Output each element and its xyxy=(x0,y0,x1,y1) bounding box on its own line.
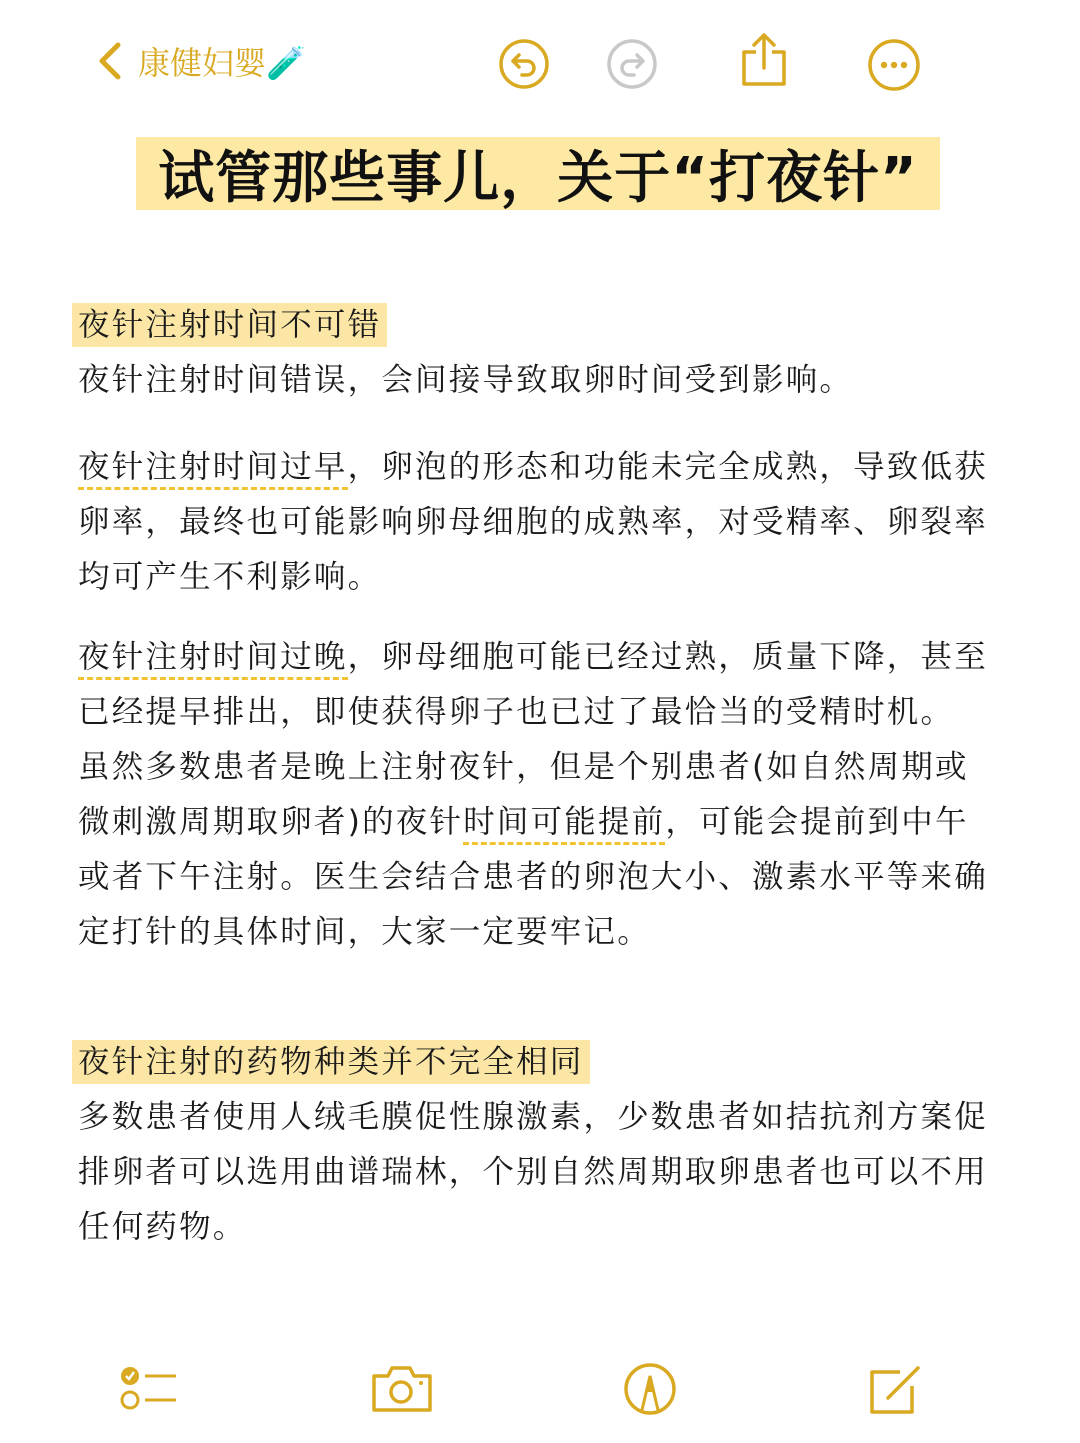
compose-button[interactable] xyxy=(868,1364,924,1420)
redo-icon xyxy=(606,38,658,90)
paragraph-line xyxy=(78,635,988,679)
top-toolbar xyxy=(0,30,1080,96)
section-heading: 夜针注射时间不可错 xyxy=(72,303,387,347)
underlined-phrase: 时间可能提前 xyxy=(463,804,665,845)
compose-icon xyxy=(868,1364,924,1416)
section-heading: 夜针注射的药物种类并不完全相同 xyxy=(72,1040,590,1084)
text: ，卵泡的形态和功能未完全成熟，导致低获 xyxy=(347,449,988,485)
markup-button[interactable] xyxy=(623,1362,677,1420)
back-label: 康健妇婴🧪 xyxy=(138,44,306,82)
camera-button[interactable] xyxy=(370,1362,434,1418)
redo-button[interactable] xyxy=(606,38,658,94)
underlined-phrase: 夜针注射时间过早 xyxy=(78,449,348,490)
undo-button[interactable] xyxy=(498,38,550,94)
bottom-toolbar xyxy=(0,1362,1080,1418)
chevron-left-icon xyxy=(96,41,124,81)
paragraph-line xyxy=(78,445,988,489)
paragraph-line: 排卵者可以选用曲谱瑞林，个别自然周期取卵患者也可以不用 xyxy=(78,1154,988,1190)
back-button[interactable] xyxy=(96,38,306,84)
checklist-icon xyxy=(118,1362,180,1414)
camera-icon xyxy=(370,1362,434,1414)
paragraph-line: 夜针注射时间错误，会间接导致取卵时间受到影响。 xyxy=(78,362,854,398)
ellipsis-icon xyxy=(867,38,921,92)
paragraph-line: 均可产生不利影响。 xyxy=(78,559,382,595)
checklist-button[interactable] xyxy=(118,1362,180,1418)
share-button[interactable] xyxy=(738,32,790,92)
underlined-phrase: 夜针注射时间过晚 xyxy=(78,639,348,680)
text: 微刺激周期取卵者)的夜针 xyxy=(78,804,464,840)
more-button[interactable] xyxy=(867,38,921,96)
pen-circle-icon xyxy=(623,1362,677,1416)
paragraph-line: 定打针的具体时间，大家一定要牢记。 xyxy=(78,914,651,950)
paragraph-line: 任何药物。 xyxy=(78,1209,247,1245)
paragraph-line: 虽然多数患者是晚上注射夜针，但是个别患者(如自然周期或 xyxy=(78,749,969,785)
paragraph-line: 卵率，最终也可能影响卵母细胞的成熟率，对受精率、卵裂率 xyxy=(78,504,988,540)
paragraph-line: 或者下午注射。医生会结合患者的卵泡大小、激素水平等来确 xyxy=(78,859,988,895)
note-title: 试管那些事儿，关于“打夜针” xyxy=(136,137,940,210)
text: ，卵母细胞可能已经过熟，质量下降，甚至 xyxy=(347,639,988,675)
paragraph-line: 已经提早排出，即使获得卵子也已过了最恰当的受精时机。 xyxy=(78,694,955,730)
undo-icon xyxy=(498,38,550,90)
paragraph-line: 多数患者使用人绒毛膜促性腺激素，少数患者如拮抗剂方案促 xyxy=(78,1099,988,1135)
paragraph-line xyxy=(78,800,969,844)
share-icon xyxy=(738,32,790,88)
text: ，可能会提前到中午 xyxy=(665,804,969,840)
